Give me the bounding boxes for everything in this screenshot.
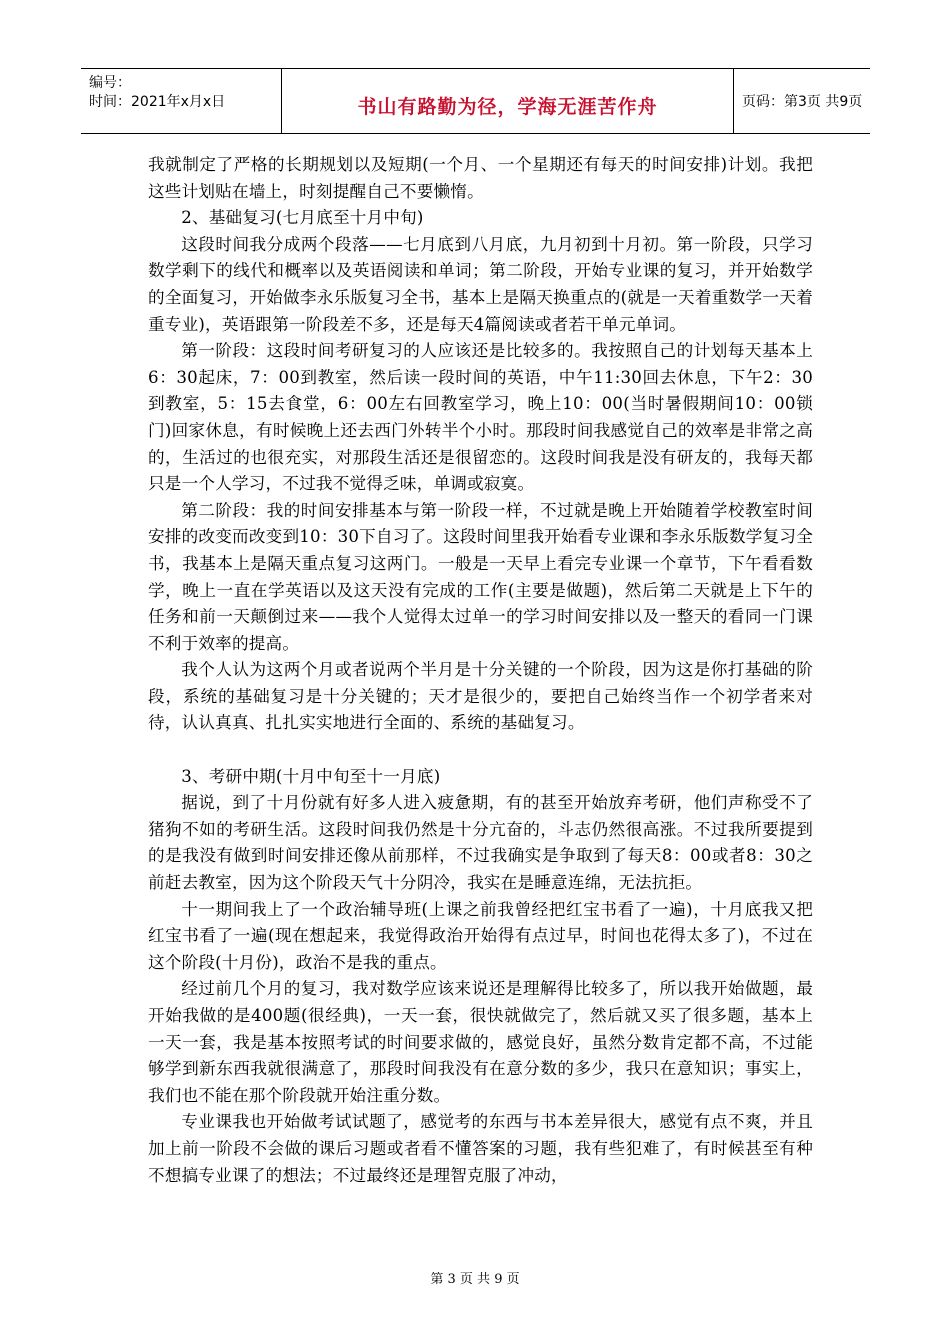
paragraph: 第一阶段：这段时间考研复习的人应该还是比较多的。我按照自己的计划每天基本上6：30起床，7：00到教室，然后读一段时间的英语，中午11:30回去休息，下午2：30到教室，5：15去食堂，6：00左右回教室学习，晚上10：00(当时暑假期间10：00锁门)回家休息，有时候晚上还去西门外转半个小时。那段时间我感觉自己的效率是非常之高的，生活过的也很充实，对那段生活还是很留恋的。这段时间我是没有研友的，我每天都只是一个人学习，不过我不觉得乏味，单调或寂寞。	[148, 341, 813, 494]
paragraph: 我个人认为这两个月或者说两个半月是十分关键的一个阶段，因为这是你打基础的阶段，系统的基础复习是十分关键的；天才是很少的，要把自己始终当作一个初学者来对待，认认真真、扎扎实实地进行全面的、系统的基础复习。	[148, 660, 813, 733]
body-text	[148, 152, 813, 1189]
paragraph: 据说，到了十月份就有好多人进入疲惫期，有的甚至开始放弃考研，他们声称受不了猪狗不如的考研生活。这段时间我仍然是十分亢奋的，斗志仍然很高涨。不过我所要提到的是我没有做到时间安排还像从前那样，不过我确实是争取到了每天8：00或者8：30之前赶去教室，因为这个阶段天气十分阴冷，我实在是睡意连绵，无法抗拒。	[148, 793, 813, 893]
document-header	[81, 68, 870, 134]
paragraph: 十一期间我上了一个政治辅导班(上课之前我曾经把红宝书看了一遍)，十月底我又把红宝书看了一遍(现在想起来，我觉得政治开始得有点过早，时间也花得太多了)，不过在这个阶段(十月份)，政治不是我的重点。	[148, 899, 813, 972]
number-label: 编号：	[89, 75, 131, 91]
time-label: 时间：2021年x月x日	[89, 94, 226, 110]
motto: 书山有路勤为径，学海无涯苦作舟	[357, 96, 658, 118]
section-heading: 3、考研中期(十月中旬至十一月底)	[181, 766, 441, 786]
paragraph: 经过前几个月的复习，我对数学应该来说还是理解得比较多了，所以我开始做题，最开始我做的是400题(很经典)，一天一套，很快就做完了，然后就又买了很多题，基本上一天一套，我是基本按照考试的时间要求做的，感觉良好，虽然分数肯定都不高，不过能够学到新东西我就很满意了，那段时间我没有在意分数的多少，我只在意知识；事实上，我们也不能在那个阶段就开始注重分数。	[148, 979, 813, 1105]
section-heading: 2、基础复习(七月底至十月中旬)	[181, 208, 424, 228]
header-meta-cell	[81, 69, 282, 133]
paragraph: 这段时间我分成两个段落——七月底到八月底，九月初到十月初。第一阶段，只学习数学剩下的线代和概率以及英语阅读和单词；第二阶段，开始专业课的复习，并开始数学的全面复习，开始做李永乐版复习全书，基本上是隔天换重点的(就是一天着重数学一天着重专业)，英语跟第一阶段差不多，还是每天4篇阅读或者若干单元单词。	[148, 234, 813, 334]
header-page-cell	[734, 69, 870, 133]
header-motto-cell	[282, 69, 734, 133]
paragraph: 我就制定了严格的长期规划以及短期(一个月、一个星期还有每天的时间安排)计划。我把这些计划贴在墙上，时刻提醒自己不要懒惰。	[148, 155, 813, 201]
page-footer: 第 3 页 共 9 页	[430, 1272, 520, 1287]
paragraph: 专业课我也开始做考试试题了，感觉考的东西与书本差异很大，感觉有点不爽，并且加上前一阶段不会做的课后习题或者看不懂答案的习题，我有些犯难了，有时候甚至有种不想搞专业课了的想法；不过最终还是理智克服了冲动，	[148, 1112, 813, 1185]
page-label: 页码：第3页 共9页	[742, 94, 863, 110]
paragraph: 第二阶段：我的时间安排基本与第一阶段一样，不过就是晚上开始随着学校教室时间安排的改变而改变到10：30下自习了。这段时间里我开始看专业课和李永乐版数学复习全书，我基本上是隔天重点复习这两门。一般是一天早上看完专业课一个章节，下午看看数学，晚上一直在学英语以及这天没有完成的工作(主要是做题)，然后第二天就是上下午的任务和前一天颠倒过来——我个人觉得太过单一的学习时间安排以及一整天的看同一门课不利于效率的提高。	[148, 500, 813, 653]
